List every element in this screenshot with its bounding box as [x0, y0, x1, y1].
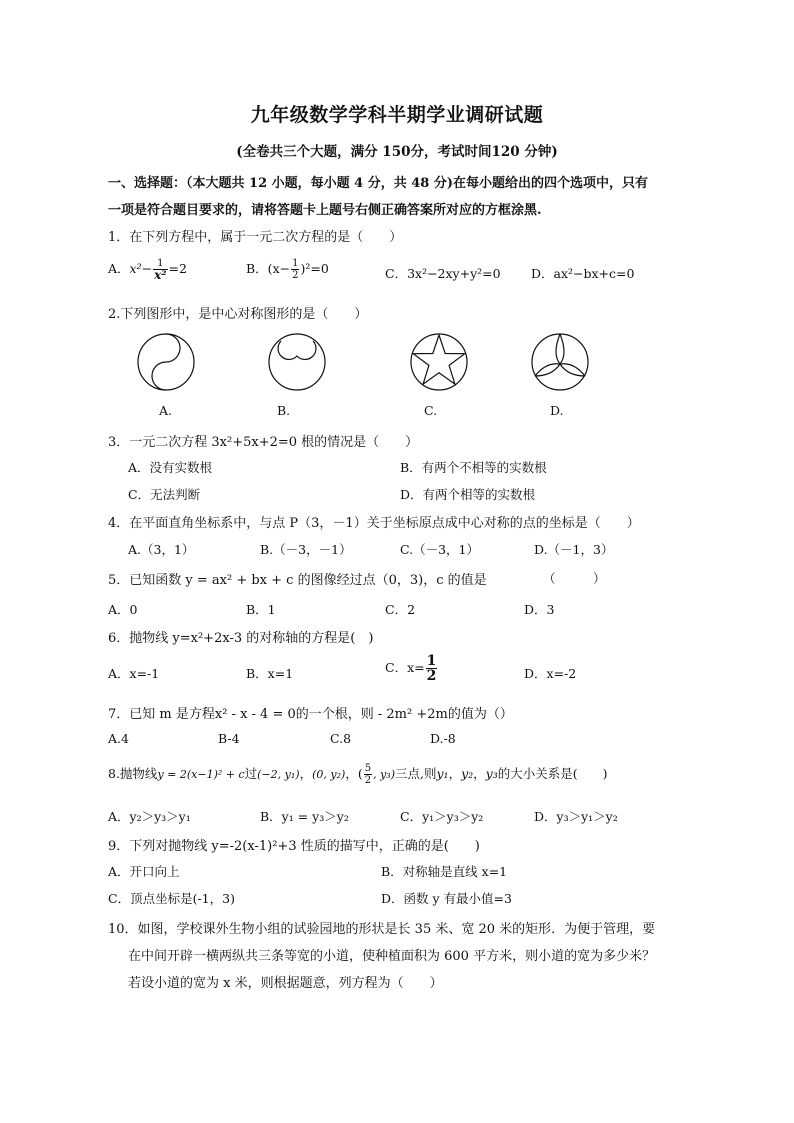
figure-b-label: B. — [277, 403, 291, 418]
q3-option-b: B．有两个不相等的实数根 — [400, 460, 547, 475]
q4-option-d: D.（－1，3） — [534, 542, 614, 557]
q9-stem: 9．下列对抛物线 y=-2(x-1)²+3 性质的描写中，正确的是( ) — [108, 839, 480, 854]
q10-line-2: 在中间开辟一横两纵共三条等宽的小道，使种植面积为 600 平方米，则小道的宽为多少米？ — [128, 949, 656, 964]
q3-stem: 3．一元二次方程 3x²+5x+2=0 根的情况是（ ） — [108, 435, 419, 450]
q7-option-d: D.-8 — [430, 731, 456, 746]
q6-option-b: B．x=1 — [246, 666, 294, 681]
q6-option-c: C．x= $\frac{1}{2}$ — [385, 653, 437, 684]
q8-stem: 8.抛物线y = 2(x−1)² + c过(−2, y₁)，(0, y₂)，( $\frac{5}{2}$ , y₃)三点,则y₁，y₂，y₃的大小关系是( ) — [108, 763, 608, 786]
q1-stem: 1．在下列方程中，属于一元二次方程的是（ ） — [108, 230, 403, 245]
q3-option-a: A．没有实数根 — [128, 460, 213, 475]
q1-option-d: D．ax²−bx+c=0 — [531, 266, 635, 281]
figure-b-circle-arcs — [267, 332, 327, 392]
q9-option-b: B．对称轴是直线 x=1 — [381, 864, 508, 879]
q3-option-c: C．无法判断 — [128, 487, 201, 502]
q10-line-1: 10．如图，学校课外生物小组的试验园地的形状是长 35 米、宽 20 米的矩形．为便于管理，要 — [108, 922, 656, 937]
q9-option-c: C．顶点坐标是(-1，3) — [108, 891, 235, 906]
section-instruction-2: 一项是符合题目要求的，请将答题卡上题号右侧正确答案所对应的方框涂黑. — [108, 203, 542, 218]
q6-stem: 6．抛物线 y=x²+2x-3 的对称轴的方程是( ) — [108, 631, 374, 646]
q5-answer-paren: （ ） — [543, 571, 606, 586]
q4-option-b: B.（－3，－1） — [260, 542, 352, 557]
q8-option-c: C．y₁＞y₃＞y₂ — [400, 809, 484, 824]
q10-line-3: 若设小道的宽为 x 米，则根据题意，列方程为（ ） — [128, 976, 443, 991]
figure-c-label: C. — [424, 403, 438, 418]
q4-option-c: C.（－3，1） — [400, 542, 479, 557]
q6-option-d: D．x=-2 — [524, 666, 577, 681]
q5-option-b: B．1 — [246, 602, 276, 617]
section-instruction-1: 一、选择题：（本大题共 12 小题，每小题 4 分，共 48 分)在每小题给出的四个选项中，只有 — [108, 176, 649, 191]
q5-option-c: C．2 — [385, 602, 416, 617]
q5-option-d: D．3 — [524, 602, 555, 617]
page-title: 九年级数学学科半期学业调研试题 — [250, 104, 544, 126]
q9-option-d: D．函数 y 有最小值=3 — [381, 891, 512, 906]
q2-stem: 2.下列图形中，是中心对称图形的是（ ） — [108, 307, 368, 322]
q1-option-c: C．3x²−2xy+y²=0 — [385, 266, 501, 281]
figure-a-yin-yang — [136, 332, 196, 392]
q8-option-b: B．y₁ = y₃＞y₂ — [260, 809, 349, 824]
q1-option-b: B．(x− $\frac{1}{2}$ )²=0 — [246, 258, 329, 281]
q4-option-a: A.（3，1） — [128, 542, 195, 557]
q9-option-a: A．开口向上 — [108, 864, 180, 879]
q8-option-d: D．y₃＞y₁＞y₂ — [534, 809, 618, 824]
q7-stem: 7．已知 m 是方程x² - x - 4 = 0的一个根，则 - 2m² +2m的值为（） — [108, 707, 513, 722]
figure-d-label: D. — [550, 403, 564, 418]
q5-option-a: A．0 — [108, 602, 138, 617]
figure-c-star-in-circle — [409, 332, 469, 392]
q8-option-a: A．y₂＞y₃＞y₁ — [108, 809, 191, 824]
q5-stem: 5．已知函数 y = ax² + bx + c 的图像经过点（0，3)，c 的值是 — [108, 573, 487, 588]
q7-option-c: C.8 — [330, 731, 352, 746]
q7-option-a: A.4 — [108, 731, 129, 746]
q1-option-a: A．x²− $\frac{1}{\text{x²}}$ =2 — [108, 258, 187, 282]
figure-a-label: A. — [159, 403, 173, 418]
q6-option-a: A．x=-1 — [108, 666, 160, 681]
q7-option-b: B-4 — [218, 731, 240, 746]
q3-option-d: D．有两个相等的实数根 — [400, 487, 536, 502]
figure-d-trefoil-in-circle — [530, 332, 590, 392]
q4-stem: 4．在平面直角坐标系中，与点 P（3，－1）关于坐标原点成中心对称的点的坐标是（ ） — [108, 516, 640, 531]
page-subtitle: (全卷共三个大题，满分 150分，考试时间120 分钟) — [236, 144, 558, 160]
